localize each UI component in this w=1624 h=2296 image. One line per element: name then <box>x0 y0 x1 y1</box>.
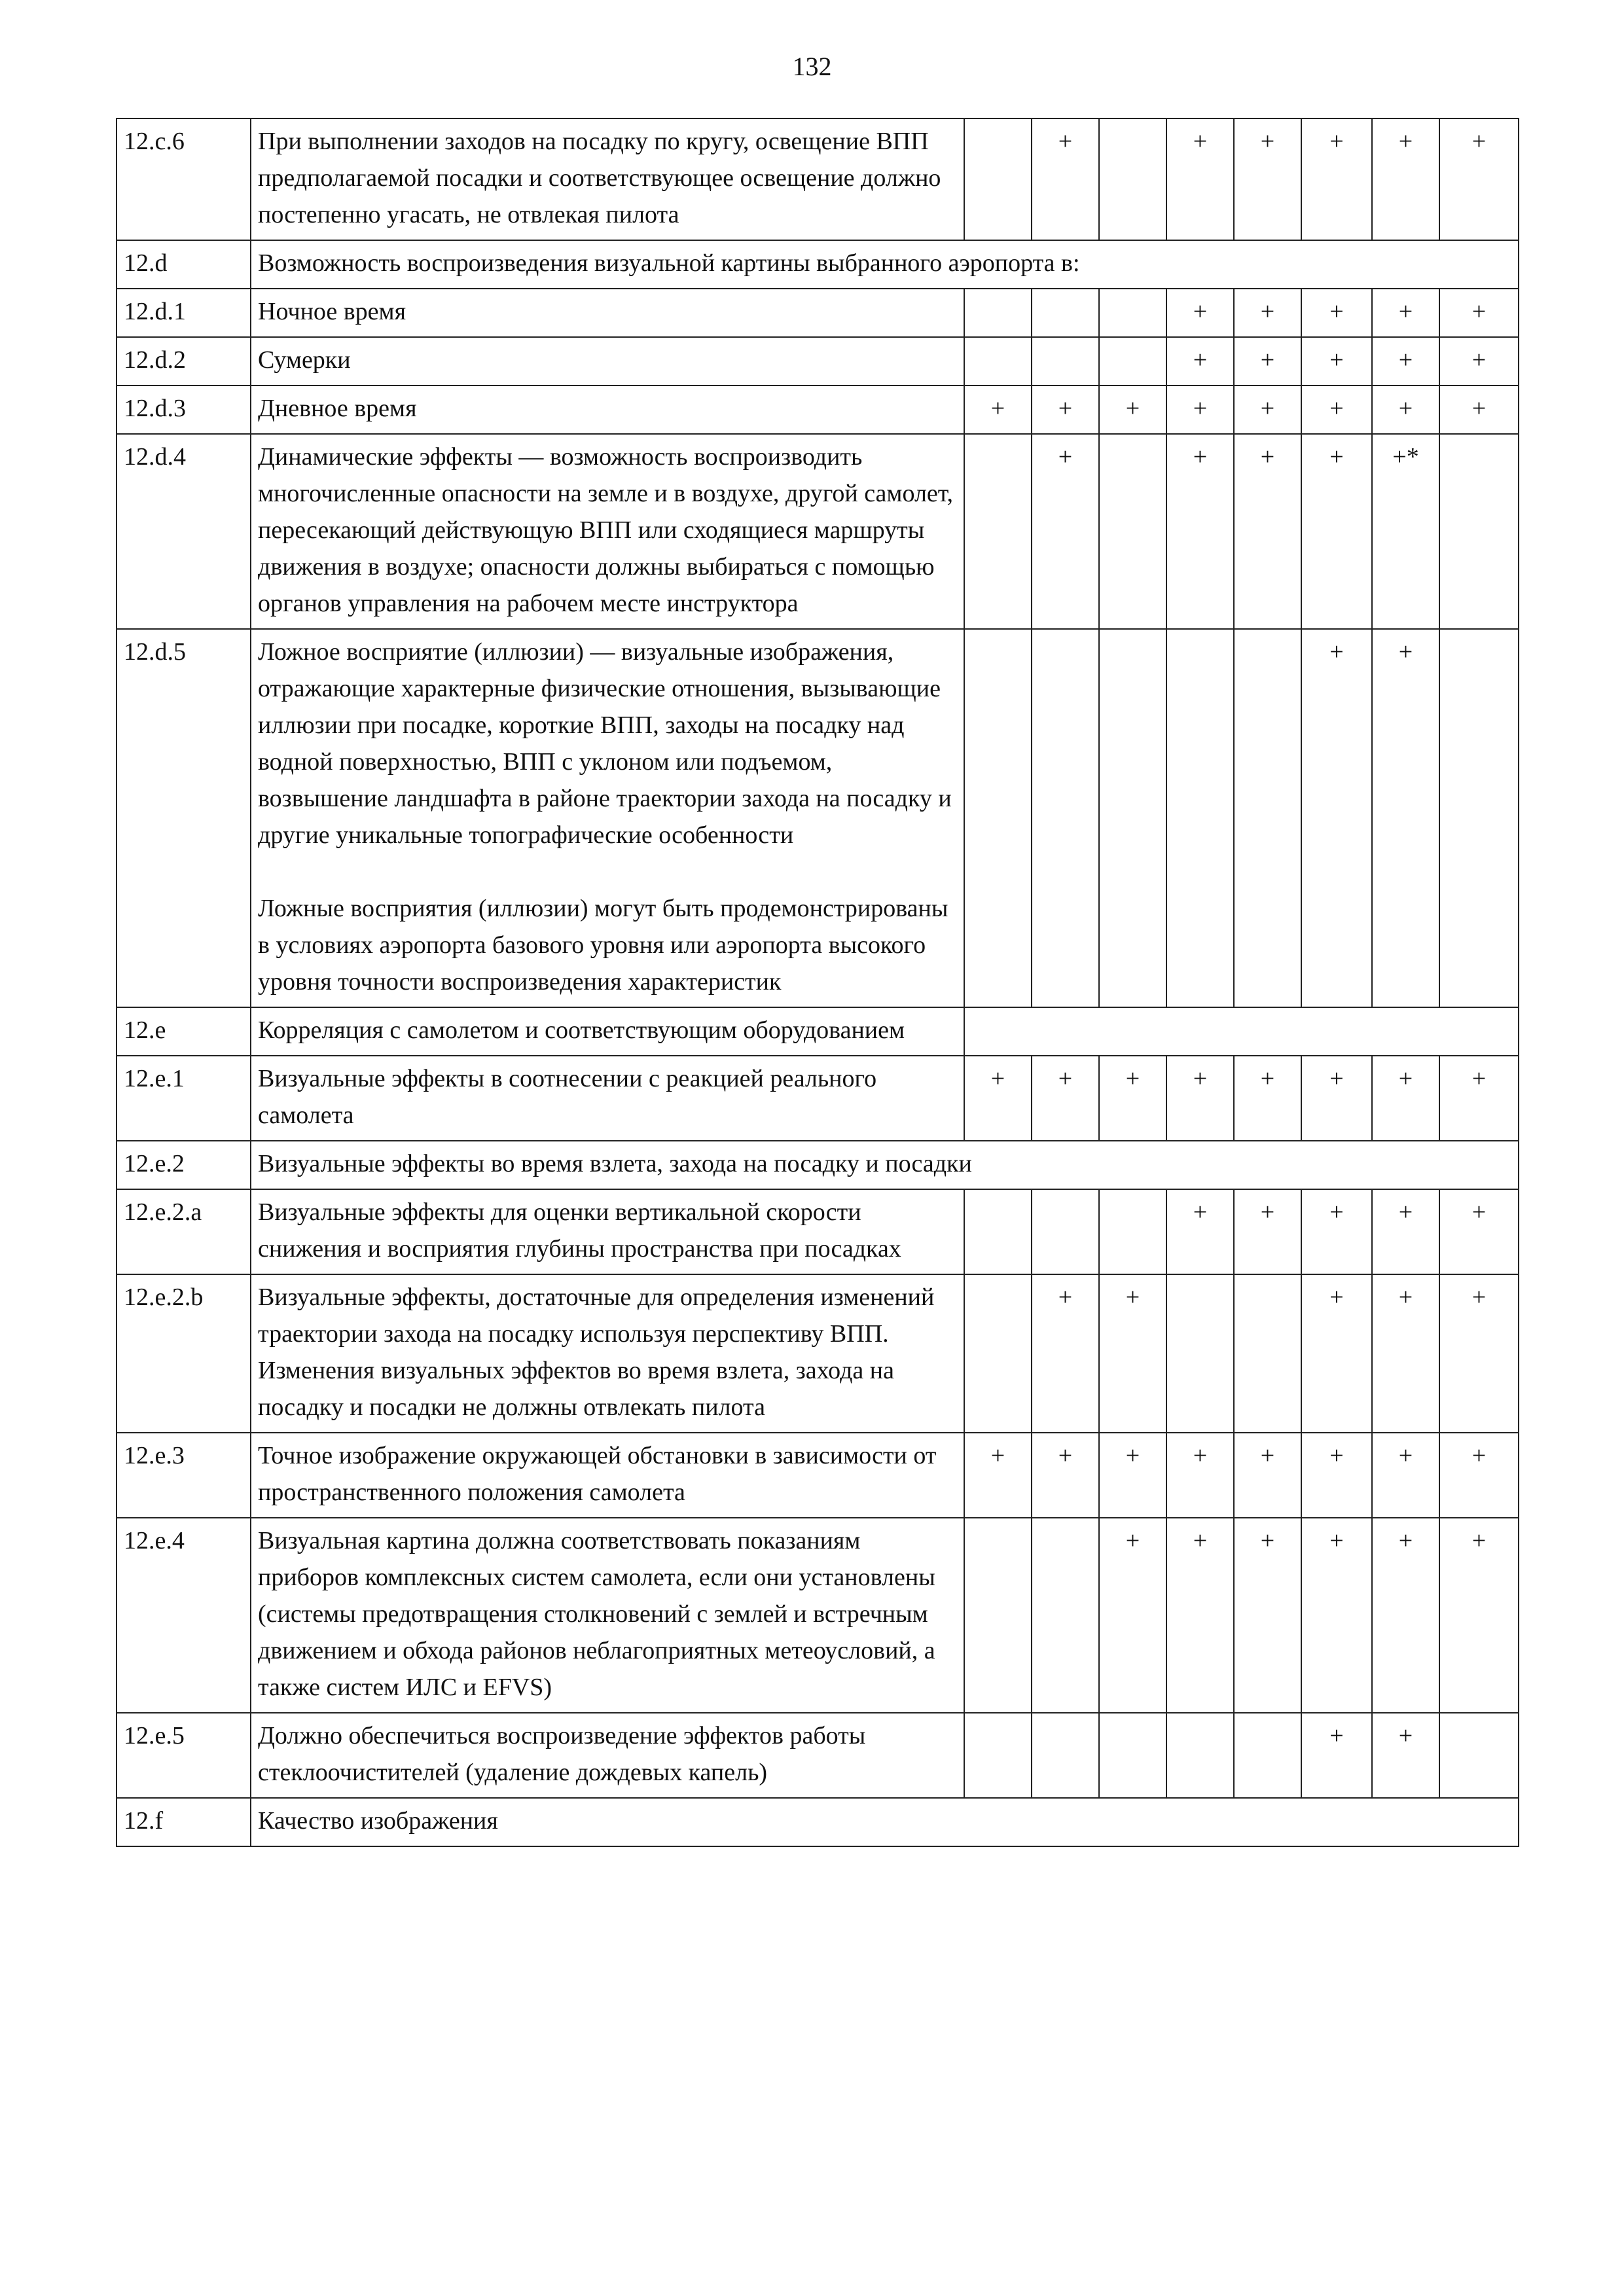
row-requirement <box>251 1056 964 1141</box>
row-requirement <box>251 1798 1519 1846</box>
level-mark-8: + <box>1439 1433 1519 1518</box>
row-requirement <box>251 1141 1519 1189</box>
requirement-text: Ложное восприятие (иллюзии) — визуальные изображения, отражающие характерные физические отношения, вызывающие иллюзии при посадке, короткие ВПП, заходы на посадку над водной поверхностью, ВПП с уклоном или подъемом, возвышение ландшафта в районе траектории захода на посадку и другие уникальные топографические особенности <box>258 638 952 849</box>
table-row <box>117 386 1519 434</box>
level-mark-3 <box>1099 434 1166 629</box>
level-mark-8: + <box>1439 337 1519 386</box>
level-mark-3: + <box>1099 1433 1166 1518</box>
level-mark-8: + <box>1439 118 1519 240</box>
level-mark-3 <box>1099 629 1166 1007</box>
level-mark-5: + <box>1234 118 1301 240</box>
row-requirement <box>251 337 964 386</box>
requirement-text: Должно обеспечиться воспроизведение эффектов работы стеклоочистителей (удаление дождевых капель) <box>258 1722 866 1786</box>
level-mark-2 <box>1032 1189 1099 1274</box>
level-mark-5: + <box>1234 1518 1301 1713</box>
row-code: 12.f <box>117 1798 251 1846</box>
requirement-text: Точное изображение окружающей обстановки в зависимости от пространственного положения самолета <box>258 1442 937 1506</box>
level-mark-2 <box>1032 629 1099 1007</box>
requirement-text: Визуальная картина должна соответствовать показаниям приборов комплексных систем самолета, если они установлены (системы предотвращения столкновений с землей и встречным движением и обхода районов неблагоприятных метеоусловий, а также систем ИЛС и EFVS) <box>258 1527 935 1701</box>
level-mark-7: + <box>1372 1189 1439 1274</box>
level-mark-3: + <box>1099 1274 1166 1433</box>
requirement-text: Корреляция с самолетом и соответствующим оборудованием <box>258 1016 905 1044</box>
table-row <box>117 1056 1519 1141</box>
merged-empty-cell <box>964 1007 1519 1056</box>
requirement-text: Сумерки <box>258 346 351 374</box>
table-row <box>117 289 1519 337</box>
level-mark-4: + <box>1166 434 1234 629</box>
level-mark-1 <box>964 1189 1032 1274</box>
requirement-note: Ложные восприятия (иллюзии) могут быть продемонстрированы в условиях аэропорта базового уровня или аэропорта высокого уровня точности воспроизведения характеристик <box>258 895 948 996</box>
row-code: 12.e <box>117 1007 251 1056</box>
level-mark-5: + <box>1234 1433 1301 1518</box>
table-row <box>117 1518 1519 1713</box>
level-mark-4: + <box>1166 1518 1234 1713</box>
requirement-text: Качество изображения <box>258 1807 498 1835</box>
level-mark-7: + <box>1372 1518 1439 1713</box>
level-mark-8 <box>1439 1713 1519 1798</box>
level-mark-6: + <box>1301 386 1372 434</box>
level-mark-2 <box>1032 1518 1099 1713</box>
requirement-text: При выполнении заходов на посадку по кругу, освещение ВПП предполагаемой посадки и соответствующее освещение должно постепенно угасать, не отвлекая пилота <box>258 128 941 228</box>
row-requirement <box>251 386 964 434</box>
row-requirement <box>251 1433 964 1518</box>
requirement-text: Визуальные эффекты, достаточные для определения изменений траектории захода на посадку используя перспективу ВПП. Изменения визуальных эффектов во время взлета, захода на посадку и посадки не должны отвлекать пилота <box>258 1283 935 1421</box>
row-code: 12.d.3 <box>117 386 251 434</box>
table-row <box>117 629 1519 1007</box>
row-code: 12.e.2.a <box>117 1189 251 1274</box>
level-mark-2 <box>1032 337 1099 386</box>
level-mark-5: + <box>1234 434 1301 629</box>
row-code: 12.d <box>117 240 251 289</box>
level-mark-5 <box>1234 629 1301 1007</box>
row-code: 12.e.2.b <box>117 1274 251 1433</box>
level-mark-4 <box>1166 1274 1234 1433</box>
row-code: 12.d.5 <box>117 629 251 1007</box>
level-mark-8: + <box>1439 289 1519 337</box>
table-row <box>117 240 1519 289</box>
level-mark-3 <box>1099 118 1166 240</box>
level-mark-6: + <box>1301 1274 1372 1433</box>
level-mark-3 <box>1099 337 1166 386</box>
row-code: 12.d.1 <box>117 289 251 337</box>
table-row <box>117 118 1519 240</box>
level-mark-2 <box>1032 1713 1099 1798</box>
level-mark-1 <box>964 1518 1032 1713</box>
level-mark-3: + <box>1099 1056 1166 1141</box>
row-code: 12.d.4 <box>117 434 251 629</box>
level-mark-4: + <box>1166 1056 1234 1141</box>
level-mark-5 <box>1234 1713 1301 1798</box>
level-mark-4: + <box>1166 337 1234 386</box>
level-mark-6: + <box>1301 629 1372 1007</box>
row-code: 12.e.1 <box>117 1056 251 1141</box>
requirement-text: Динамические эффекты — возможность воспроизводить многочисленные опасности на земле и в воздухе, другой самолет, пересекающий действующую ВПП или сходящиеся маршруты движения в воздухе; опасности должны выбираться с помощью органов управления на рабочем месте инструктора <box>258 443 954 617</box>
row-code: 12.e.3 <box>117 1433 251 1518</box>
level-mark-2: + <box>1032 1433 1099 1518</box>
level-mark-2: + <box>1032 434 1099 629</box>
level-mark-7: + <box>1372 386 1439 434</box>
level-mark-8: + <box>1439 386 1519 434</box>
row-requirement <box>251 434 964 629</box>
level-mark-2: + <box>1032 1274 1099 1433</box>
table-row <box>117 1433 1519 1518</box>
level-mark-4: + <box>1166 386 1234 434</box>
level-mark-6: + <box>1301 289 1372 337</box>
level-mark-3: + <box>1099 386 1166 434</box>
level-mark-4: + <box>1166 1433 1234 1518</box>
row-requirement <box>251 118 964 240</box>
level-mark-5 <box>1234 1274 1301 1433</box>
table-row <box>117 1141 1519 1189</box>
row-requirement <box>251 240 1519 289</box>
level-mark-6: + <box>1301 1056 1372 1141</box>
level-mark-5: + <box>1234 289 1301 337</box>
level-mark-5: + <box>1234 386 1301 434</box>
level-mark-8: + <box>1439 1056 1519 1141</box>
row-requirement <box>251 629 964 1007</box>
requirement-text: Визуальные эффекты во время взлета, захода на посадку и посадки <box>258 1150 972 1177</box>
level-mark-8: + <box>1439 1274 1519 1433</box>
level-mark-8 <box>1439 629 1519 1007</box>
level-mark-4 <box>1166 1713 1234 1798</box>
level-mark-6: + <box>1301 1518 1372 1713</box>
level-mark-2: + <box>1032 386 1099 434</box>
row-requirement <box>251 1713 964 1798</box>
row-requirement <box>251 1274 964 1433</box>
level-mark-1 <box>964 1713 1032 1798</box>
level-mark-1: + <box>964 386 1032 434</box>
level-mark-8: + <box>1439 1189 1519 1274</box>
level-mark-2 <box>1032 289 1099 337</box>
level-mark-4: + <box>1166 289 1234 337</box>
level-mark-7: + <box>1372 629 1439 1007</box>
level-mark-1: + <box>964 1433 1032 1518</box>
table-body <box>117 118 1519 1846</box>
level-mark-7: + <box>1372 1713 1439 1798</box>
table-row <box>117 1007 1519 1056</box>
level-mark-7: + <box>1372 289 1439 337</box>
row-code: 12.e.5 <box>117 1713 251 1798</box>
level-mark-6: + <box>1301 1713 1372 1798</box>
level-mark-6: + <box>1301 337 1372 386</box>
level-mark-7: + <box>1372 1433 1439 1518</box>
requirement-text: Ночное время <box>258 298 406 325</box>
requirement-text: Визуальные эффекты для оценки вертикальной скорости снижения и восприятия глубины пространства при посадках <box>258 1198 901 1263</box>
row-code: 12.e.4 <box>117 1518 251 1713</box>
table-row <box>117 434 1519 629</box>
requirement-text: Дневное время <box>258 395 417 422</box>
table-row <box>117 337 1519 386</box>
level-mark-8: + <box>1439 1518 1519 1713</box>
level-mark-7: + <box>1372 1056 1439 1141</box>
level-mark-6: + <box>1301 434 1372 629</box>
level-mark-6: + <box>1301 1189 1372 1274</box>
level-mark-7: + <box>1372 337 1439 386</box>
paragraph-gap <box>258 853 957 890</box>
level-mark-1: + <box>964 1056 1032 1141</box>
row-code: 12.d.2 <box>117 337 251 386</box>
level-mark-1 <box>964 337 1032 386</box>
level-mark-1 <box>964 434 1032 629</box>
page-number: 132 <box>792 52 832 81</box>
level-mark-5: + <box>1234 337 1301 386</box>
level-mark-7: +* <box>1372 434 1439 629</box>
row-code: 12.e.2 <box>117 1141 251 1189</box>
table-row <box>117 1189 1519 1274</box>
requirements-table <box>116 118 1519 1847</box>
level-mark-8 <box>1439 434 1519 629</box>
level-mark-4: + <box>1166 118 1234 240</box>
level-mark-1 <box>964 289 1032 337</box>
level-mark-1 <box>964 1274 1032 1433</box>
row-requirement <box>251 1007 964 1056</box>
row-code: 12.c.6 <box>117 118 251 240</box>
level-mark-6: + <box>1301 118 1372 240</box>
level-mark-4: + <box>1166 1189 1234 1274</box>
level-mark-1 <box>964 629 1032 1007</box>
row-requirement <box>251 289 964 337</box>
level-mark-2: + <box>1032 118 1099 240</box>
level-mark-5: + <box>1234 1056 1301 1141</box>
table-row <box>117 1274 1519 1433</box>
row-requirement <box>251 1518 964 1713</box>
level-mark-2: + <box>1032 1056 1099 1141</box>
level-mark-4 <box>1166 629 1234 1007</box>
table-row <box>117 1798 1519 1846</box>
level-mark-7: + <box>1372 1274 1439 1433</box>
table-row <box>117 1713 1519 1798</box>
level-mark-3 <box>1099 1713 1166 1798</box>
level-mark-6: + <box>1301 1433 1372 1518</box>
level-mark-3 <box>1099 1189 1166 1274</box>
level-mark-7: + <box>1372 118 1439 240</box>
level-mark-1 <box>964 118 1032 240</box>
requirement-text: Визуальные эффекты в соотнесении с реакцией реального самолета <box>258 1065 877 1129</box>
level-mark-3: + <box>1099 1518 1166 1713</box>
row-requirement <box>251 1189 964 1274</box>
level-mark-3 <box>1099 289 1166 337</box>
level-mark-5: + <box>1234 1189 1301 1274</box>
requirement-text: Возможность воспроизведения визуальной картины выбранного аэропорта в: <box>258 249 1080 277</box>
